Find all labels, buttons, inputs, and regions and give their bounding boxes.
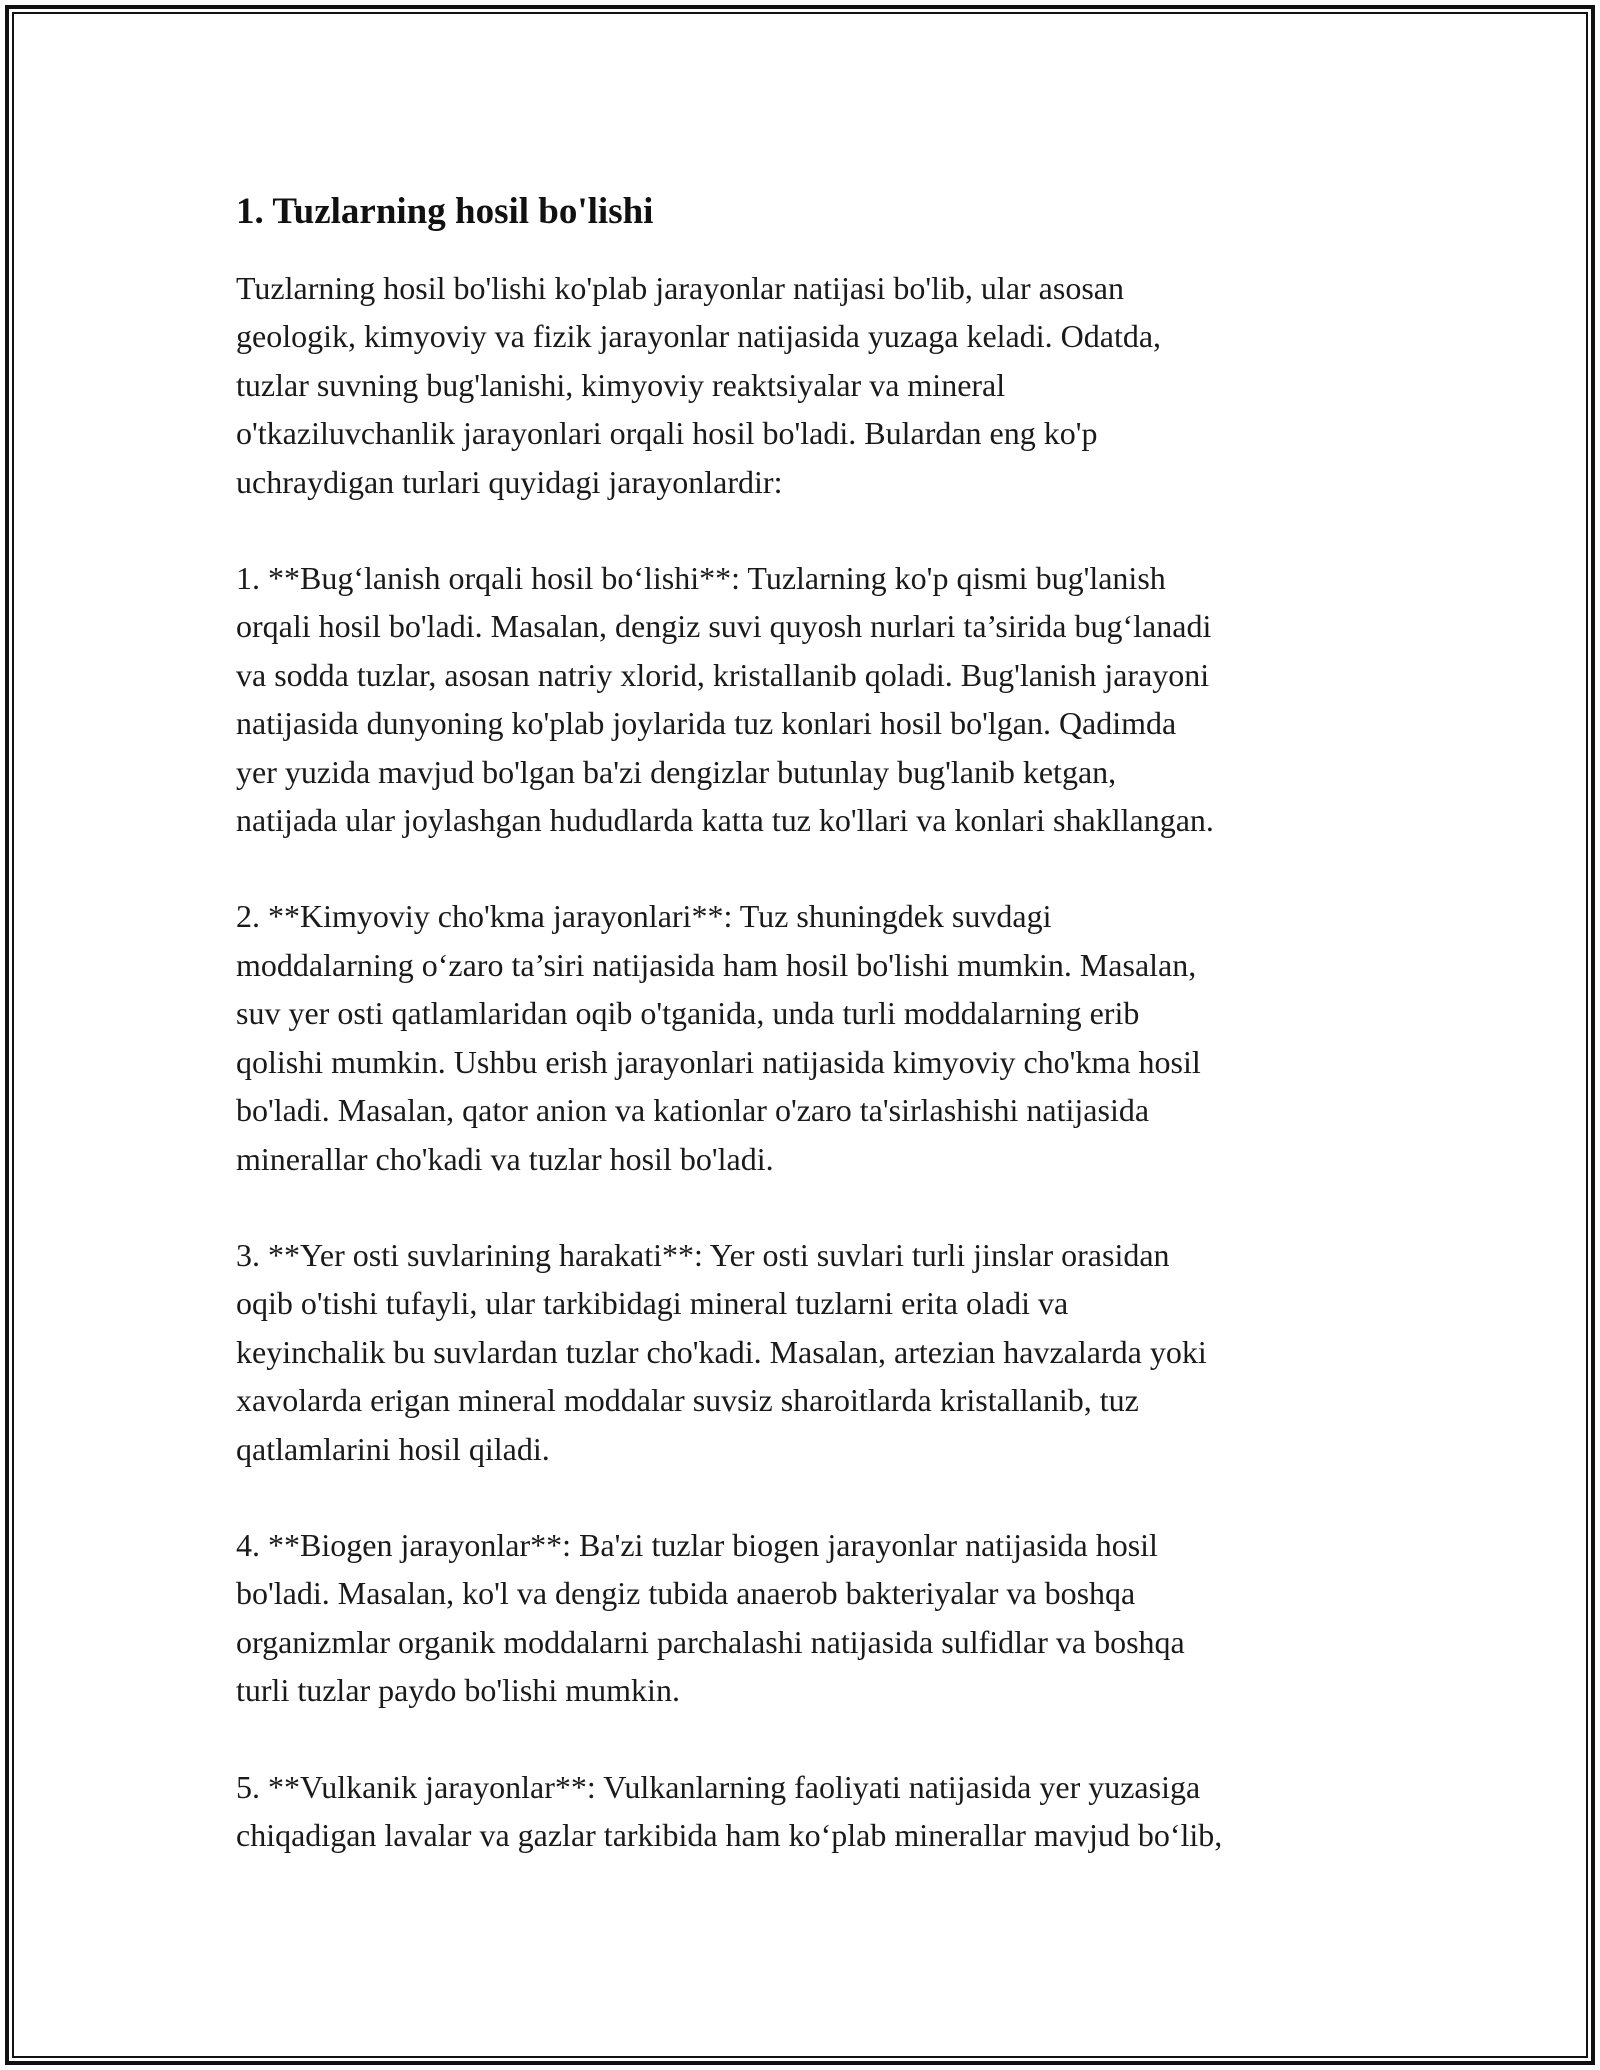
paragraph-item-4: 4. **Biogen jarayonlar**: Ba'zi tuzlar biogen jarayonlar natijasida hosil bo'ladi. Masalan, ko'l va dengiz tubida anaerob bakteriyalar va boshqa organizmlar organik moddalarni parchalashi natijasida sulfidlar va boshqa turli tuzlar paydo bo'lishi mumkin. — [236, 1526, 1185, 1709]
paragraph-item-5: 5. **Vulkanik jarayonlar**: Vulkanlarning faoliyati natijasida yer yuzasiga chiqadigan lavalar va gazlar tarkibida ham ko‘plab minerallar mavjud bo‘lib, — [236, 1768, 1223, 1853]
paragraph-item-1: 1. **Bug‘lanish orqali hosil bo‘lishi**: Tuzlarning ko'p qismi bug'lanish orqali hosil bo'ladi. Masalan, dengiz suvi quyosh nurlari ta’sirida bug‘lanadi va sodda tuzlar, asosan natriy xlorid, kristallanib qoladi. Bug'lanish jarayoni natijasida dunyoning ko'plab joylarida tuz konlari hosil bo'lgan. Qadimda yer yuzida mavjud bo'lgan ba'zi dengizlar butunlay bug'lanib ketgan, natijada ular joylashgan hududlarda katta tuz ko'llari va konlari shakllangan. — [236, 560, 1214, 839]
paragraph-item-2: 2. **Kimyoviy cho'kma jarayonlari**: Tuz shuningdek suvdagi moddalarning o‘zaro ta’siri natijasida ham hosil bo'lishi mumkin. Masalan, suv yer osti qatlamlaridan oqib o'tganida, unda turli moddalarning erib qolishi mumkin. Ushbu erish jarayonlari natijasida kimyoviy cho'kma hosil bo'ladi. Masalan, qator anion va kationlar o'zaro ta'sirlashishi natijasida minerallar cho'kadi va tuzlar hosil bo'ladi. — [236, 898, 1201, 1177]
paragraph-intro: Tuzlarning hosil bo'lishi ko'plab jarayonlar natijasi bo'lib, ular asosan geologik, kimyoviy va fizik jarayonlar natijasida yuzaga keladi. Odatda, tuzlar suvning bug'lanishi, kimyoviy reaktsiyalar va mineral o'tkaziluvchanlik jarayonlari orqali hosil bo'ladi. Bulardan eng ko'p uchraydigan turlari quyidagi jarayonlardir: — [236, 270, 1162, 500]
document-title: 1. Tuzlarning hosil bo'lishi — [236, 191, 654, 232]
paragraph-item-3: 3. **Yer osti suvlarining harakati**: Yer osti suvlari turli jinslar orasidan oqib o'tishi tufayli, ular tarkibidagi mineral tuzlarni erita oladi va keyinchalik bu suvlardan tuzlar cho'kadi. Masalan, artezian havzalarda yoki xavolarda erigan mineral moddalar suvsiz sharoitlarda kristallanib, tuz qatlamlarini hosil qiladi. — [236, 1236, 1207, 1467]
document-body — [236, 186, 1366, 1907]
